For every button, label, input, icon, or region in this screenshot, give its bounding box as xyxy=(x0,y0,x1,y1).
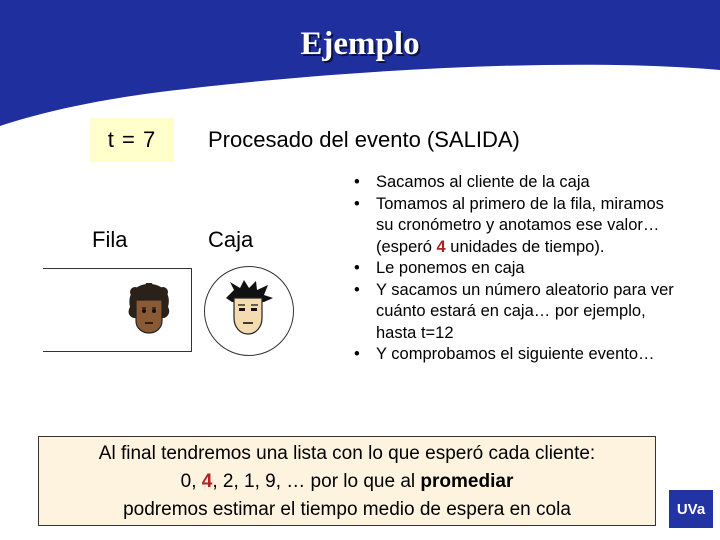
list-item: • Sacamos al cliente de la caja xyxy=(352,172,682,194)
event-steps-list xyxy=(352,172,682,366)
summary-line-2 xyxy=(40,468,654,496)
list-item: • Y sacamos un número aleatorio para ver cuánto estará en caja… por ejemplo, hasta t=12 xyxy=(352,280,682,345)
list-item-text: Tomamos al primero de la fila, miramos su cronómetro y anotamos ese valor… (esperó xyxy=(376,194,664,256)
queue-label: Fila xyxy=(92,227,128,252)
customer-face-spiky-hair-icon xyxy=(222,280,274,338)
summary-line-3: podremos estimar el tiempo medio de espera en cola xyxy=(123,499,571,520)
summary-highlight-value: 4 xyxy=(201,471,213,492)
summary-bold-word: promediar xyxy=(420,471,514,492)
event-heading: Procesado del evento (SALIDA) xyxy=(208,127,520,152)
customer-face-icon xyxy=(126,283,172,335)
wait-time-value: 4 xyxy=(436,237,446,256)
title-banner xyxy=(0,0,720,135)
summary-line-1: Al final tendremos una lista con lo que esperó cada cliente: xyxy=(98,443,596,464)
list-item-text: unidades de tiempo). xyxy=(445,237,605,256)
uva-logo: UVa xyxy=(669,490,713,528)
server-label: Caja xyxy=(208,227,254,252)
slide-title: Ejemplo xyxy=(300,26,420,62)
list-item: • Le ponemos en caja xyxy=(352,258,682,280)
time-indicator: t = 7 xyxy=(90,118,174,162)
summary-values-prefix: 0, xyxy=(180,471,202,492)
summary-text xyxy=(40,440,654,524)
list-item: • Y comprobamos el siguiente evento… xyxy=(352,344,682,366)
list-item xyxy=(352,194,682,259)
summary-values-rest: , 2, 1, 9, … por lo que al xyxy=(212,471,421,492)
